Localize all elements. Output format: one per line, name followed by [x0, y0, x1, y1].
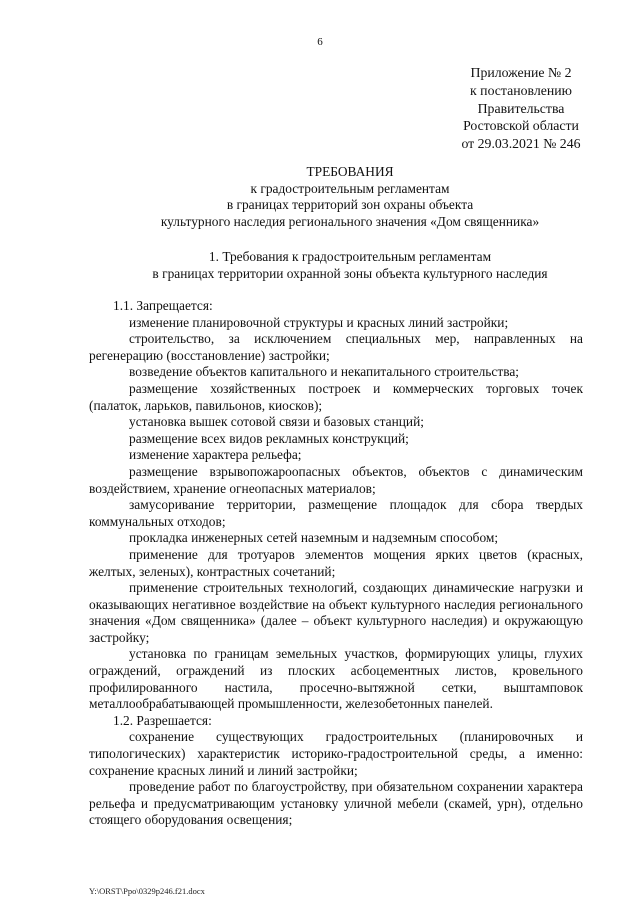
section-1-heading [60, 249, 640, 282]
list-item: применение для тротуаров элементов мощения ярких цветов (красных, желтых, зеленых), контрастных сочетаний; [89, 546, 583, 579]
list-item: возведение объектов капитального и некапитального строительства; [129, 364, 520, 380]
list-item: прокладка инженерных сетей наземным и надземным способом; [129, 530, 499, 546]
annex-header [446, 64, 596, 153]
list-item: замусоривание территории, размещение площадок для сбора твердых коммунальных отходов; [89, 497, 583, 529]
section-heading-line: в границах территории охранной зоны объекта культурного наследия [152, 265, 548, 281]
list-item: изменение характера рельефа; [129, 447, 302, 463]
list-item: строительство, за исключением специальных мер, направленных на регенерацию (восстановление) застройки; [89, 331, 583, 363]
annex-line: от 29.03.2021 № 246 [461, 136, 581, 152]
title-line: к градостроительным регламентам [250, 180, 450, 196]
file-path-footer: Y:\ORST\Ppo\0329p246.f21.docx [89, 886, 205, 896]
document-body [89, 298, 583, 829]
list-item: сохранение существующих градостроительных (планировочных и типологических) характеристик историко-градостроительной среды, а именно: сохранение красных линий и линий застройки; [89, 729, 583, 778]
title-line: в границах территорий зон охраны объекта [226, 197, 474, 212]
annex-line: Правительства [477, 100, 565, 116]
list-item: размещение всех видов рекламных конструкций; [129, 430, 409, 446]
annex-line: к постановлению [470, 82, 572, 98]
subsection-1-1-heading: 1.1. Запрещается: [113, 298, 213, 313]
list-item: размещение взрывопожароопасных объектов, объектов с динамическим воздействием, хранение огнеопасных материалов; [89, 463, 583, 496]
list-item: проведение работ по благоустройству, при обязательном сохранении характера рельефа и предусматривающим установку уличной мебели (скамей, урн), отдельно стоящего оборудования освещения; [89, 779, 583, 828]
list-item: размещение хозяйственных построек и коммерческих торговых точек (палаток, ларьков, павильонов, киосков); [89, 380, 583, 413]
title-line: культурного наследия регионального значения «Дом священника» [160, 213, 540, 229]
subsection-1-2-heading: 1.2. Разрешается: [113, 712, 212, 728]
annex-line: Приложение № 2 [470, 65, 572, 80]
list-item: изменение планировочной структуры и красных линий застройки; [129, 314, 509, 330]
page-number: 6 [317, 36, 323, 48]
title-heading: ТРЕБОВАНИЯ [306, 164, 394, 179]
document-title [60, 164, 640, 230]
section-heading-line: 1. Требования к градостроительным регламентам [208, 249, 492, 264]
list-item: установка по границам земельных участков, формирующих улицы, глухих ограждений, ограждений из плоских асбоцементных листов, кровельного профилированного настила, просечно-вытяжной сетки, выштамповок металлообрабатывающей промышленности, железобетонных панелей. [89, 646, 583, 712]
annex-line: Ростовской области [463, 118, 579, 134]
list-item: установка вышек сотовой связи и базовых станций; [129, 414, 424, 430]
list-item: применение строительных технологий, создающих динамические нагрузки и оказывающих негативное воздействие на объект культурного наследия регионального значения «Дом священника» (далее – объект культурного наследия) и окружающую застройку; [89, 580, 583, 645]
